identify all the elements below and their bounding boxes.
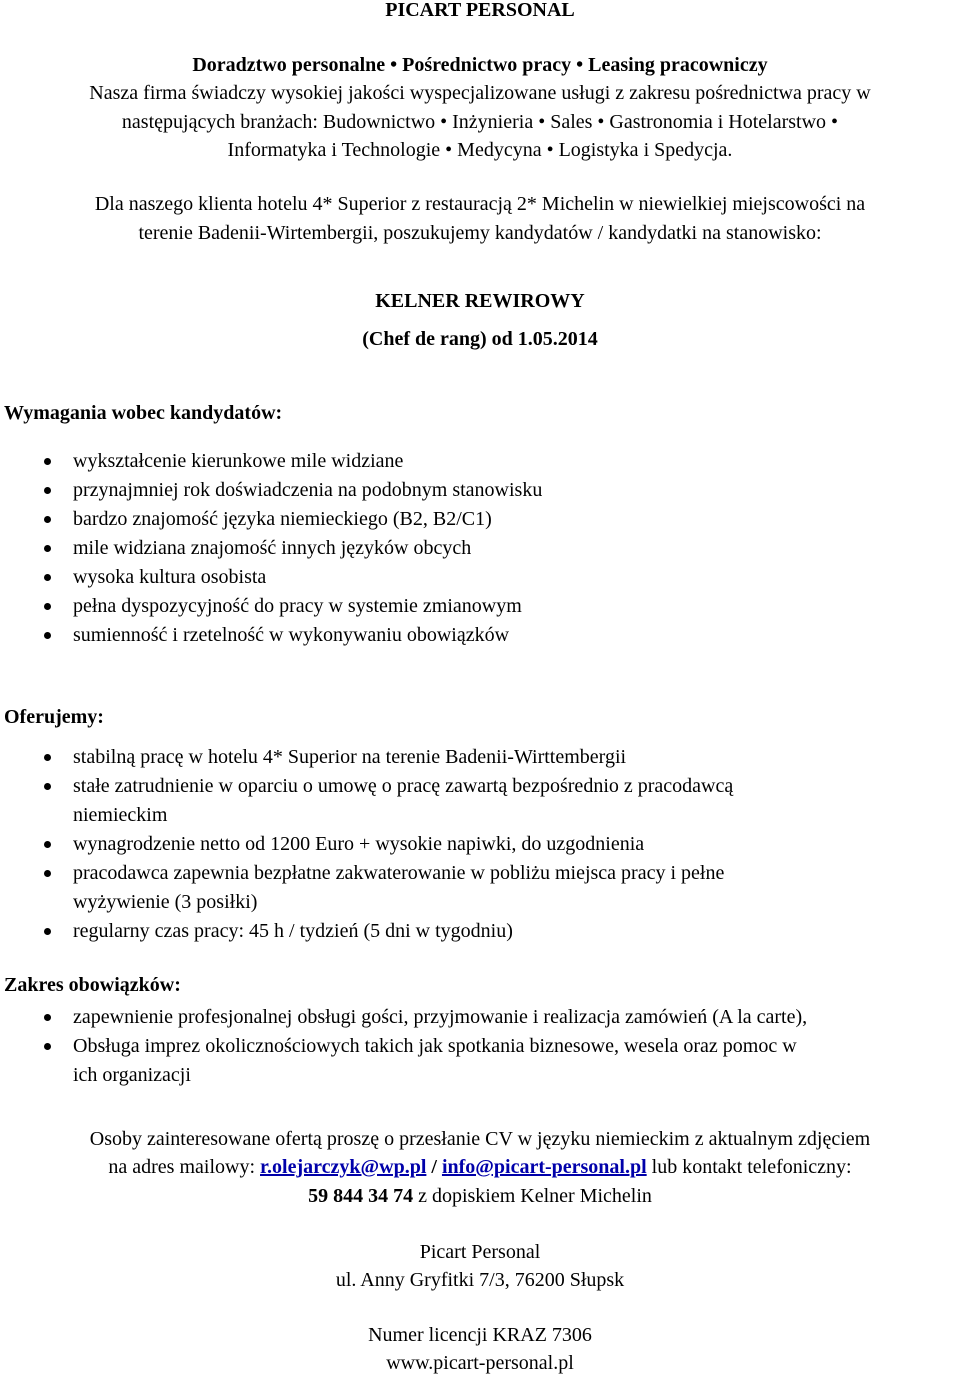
email-link-primary[interactable]: r.olejarczyk@wp.pl — [260, 1156, 427, 1178]
intro-line-3: Informatyka i Technologie • Medycyna • Logistyka i Spedycja. — [227, 139, 733, 161]
list-item: przynajmniej rok doświadczenia na podobnym stanowisku — [0, 476, 960, 505]
footer-address: ul. Anny Gryfitki 7/3, 76200 Słupsk — [335, 1269, 625, 1291]
list-item: zapewnienie profesjonalnej obsługi gości, przyjmowanie i realizacja zamówień (A la carte), — [0, 1003, 960, 1032]
client-line-1: Dla naszego klienta hotelu 4* Superior z restauracją 2* Michelin w niewielkiej miejscowości na — [94, 193, 866, 215]
list-item: wynagrodzenie netto od 1200 Euro + wysokie napiwki, do uzgodnienia — [0, 830, 960, 859]
intro-line-2: następujących branżach: Budownictwo • Inżynieria • Sales • Gastronomia i Hotelarstwo • — [121, 111, 839, 133]
bullet-icon — [44, 603, 51, 610]
bullet-icon — [44, 516, 51, 523]
bullet-icon — [44, 1014, 51, 1021]
bullet-icon — [44, 632, 51, 639]
bullet-icon — [44, 841, 51, 848]
bullet-icon — [44, 487, 51, 494]
contact-line-2: na adres mailowy: r.olejarczyk@wp.pl / info@picart-personal.pl lub kontakt telefoniczny: — [108, 1156, 852, 1178]
intro-line-1: Nasza firma świadczy wysokiej jakości wyspecjalizowane usługi z zakresu pośrednictwa pracy w — [89, 82, 871, 104]
list-item: wysoka kultura osobista — [0, 563, 960, 592]
list-item: bardzo znajomość języka niemieckiego (B2, B2/C1) — [0, 505, 960, 534]
contact-line-1: Osoby zainteresowane ofertą proszę o przesłanie CV w języku niemieckim z aktualnym zdjęciem — [89, 1128, 871, 1150]
bullet-icon — [44, 458, 51, 465]
bullet-icon — [44, 783, 51, 790]
list-item: stałe zatrudnienie w oparciu o umowę o pracę zawartą bezpośrednio z pracodawcą niemieckim — [0, 772, 960, 830]
footer-license: Numer licencji KRAZ 7306 — [368, 1324, 592, 1346]
list-item: Obsługa imprez okolicznościowych takich jak spotkania biznesowe, wesela oraz pomoc w ich organizacji — [0, 1032, 960, 1090]
requirements-heading: Wymagania wobec kandydatów: — [4, 402, 283, 424]
footer-company: Picart Personal — [419, 1241, 541, 1263]
bullet-icon — [44, 545, 51, 552]
list-item: pracodawca zapewnia bezpłatne zakwaterowanie w pobliżu miejsca pracy i pełne wyżywienie (3 posiłki) — [0, 859, 960, 917]
offer-list — [0, 743, 960, 946]
duties-list — [0, 1003, 960, 1090]
footer-website[interactable]: www.picart-personal.pl — [386, 1352, 574, 1374]
list-item: mile widziana znajomość innych języków obcych — [0, 534, 960, 563]
bullet-icon — [44, 574, 51, 581]
position-title: KELNER REWIROWY — [375, 290, 585, 312]
list-item: wykształcenie kierunkowe mile widziane — [0, 447, 960, 476]
client-line-2: terenie Badenii-Wirtembergii, poszukujemy kandydatów / kandydatki na stanowisko: — [138, 222, 822, 244]
offer-heading: Oferujemy: — [4, 706, 104, 728]
list-item: stabilną pracę w hotelu 4* Superior na terenie Badenii-Wirttembergii — [0, 743, 960, 772]
email-link-info[interactable]: info@picart-personal.pl — [441, 1156, 647, 1178]
list-item: regularny czas pracy: 45 h / tydzień (5 dni w tygodniu) — [0, 917, 960, 946]
requirements-list — [0, 447, 960, 650]
bullet-icon — [44, 870, 51, 877]
list-item: sumienność i rzetelność w wykonywaniu obowiązków — [0, 621, 960, 650]
contact-phone-line: 59 844 34 74 z dopiskiem Kelner Michelin — [308, 1185, 652, 1207]
bullet-icon — [44, 928, 51, 935]
services-line: Doradztwo personalne • Pośrednictwo pracy • Leasing pracowniczy — [192, 54, 768, 76]
bullet-icon — [44, 1043, 51, 1050]
bullet-icon — [44, 754, 51, 761]
company-title: PICART PERSONAL — [385, 0, 575, 21]
list-item: pełna dyspozycyjność do pracy w systemie zmianowym — [0, 592, 960, 621]
position-subtitle: (Chef de rang) od 1.05.2014 — [362, 328, 598, 350]
phone-number: 59 844 34 74 — [308, 1185, 414, 1207]
duties-heading: Zakres obowiązków: — [4, 974, 181, 996]
